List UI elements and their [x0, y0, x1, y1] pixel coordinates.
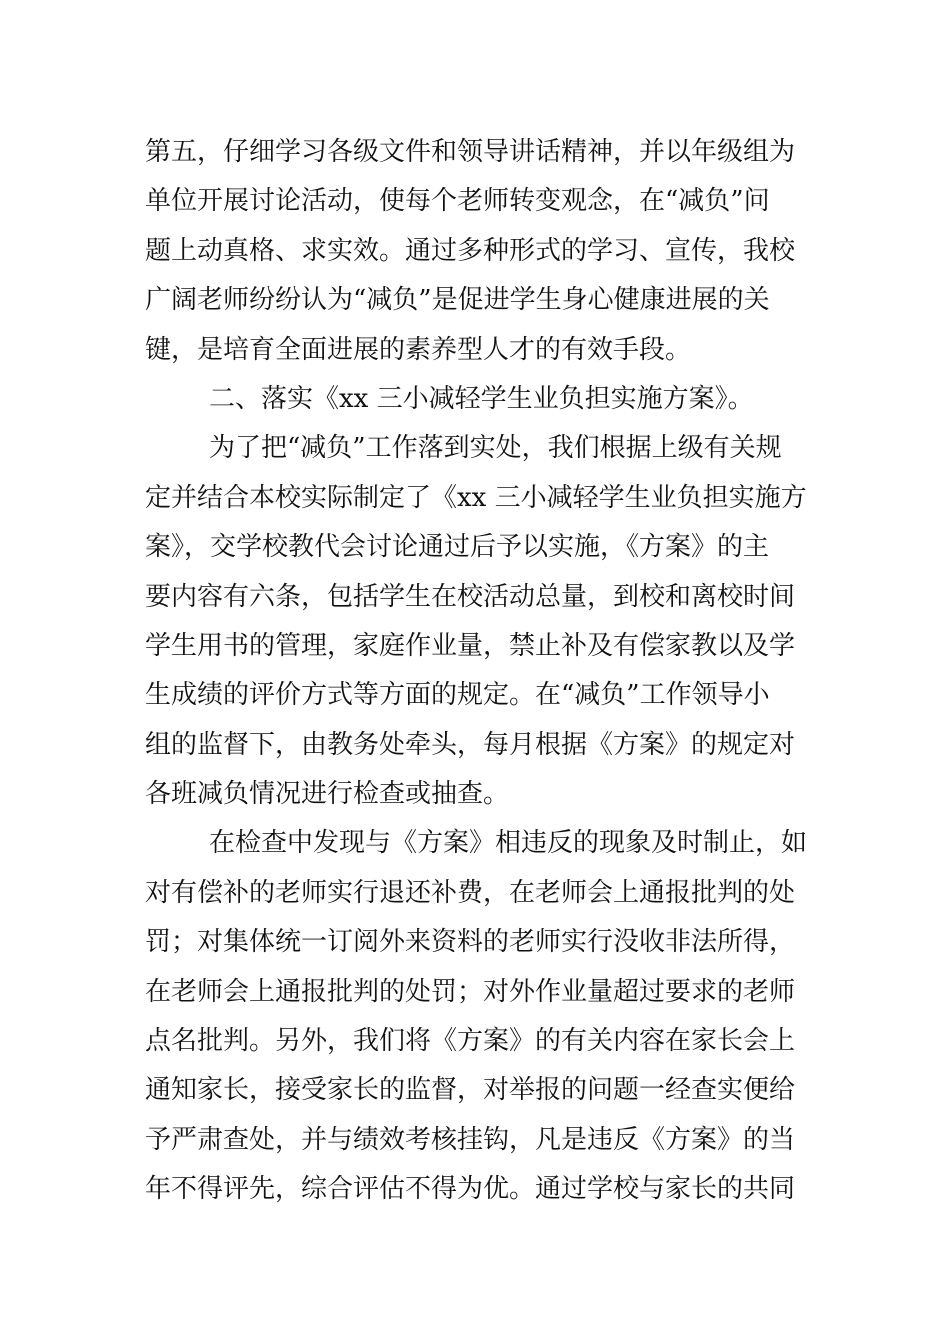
text-line: 单位开展讨论活动，使每个老师转变观念，在“减负”问	[145, 186, 770, 217]
text-line: 生成绩的评价方式等方面的规定。在“减负”工作领导小	[145, 680, 770, 711]
text-line: 年不得评先，综合评估不得为优。通过学校与家长的共同	[145, 1174, 796, 1205]
text-line: 要内容有六条，包括学生在校活动总量，到校和离校时间	[145, 581, 796, 612]
text-line: 定并结合本校实际制定了《xx 三小减轻学生业负担实施方	[145, 482, 807, 513]
text-line: 点名批判。另外，我们将《方案》的有关内容在家长会上	[145, 1026, 796, 1057]
text-line: 罚；对集体统一订阅外来资料的老师实行没收非法所得，	[145, 927, 796, 958]
text-line: 对有偿补的老师实行退还补费，在老师会上通报批判的处	[145, 877, 796, 908]
body-text	[145, 128, 807, 1215]
text-line: 为了把“减负”工作落到实处，我们根据上级有关规	[209, 433, 782, 464]
text-line: 予严肃查处，并与绩效考核挂钩，凡是违反《方案》的当	[145, 1124, 796, 1155]
text-line: 学生用书的管理，家庭作业量，禁止补及有偿家教以及学	[145, 630, 796, 661]
text-line: 题上动真格、求实效。通过多种形式的学习、宣传，我校	[145, 235, 796, 266]
text-line: 在老师会上通报批判的处罚；对外作业量超过要求的老师	[145, 976, 796, 1007]
text-line: 案》，交学校教代会讨论通过后予以实施，《方案》的主	[145, 532, 770, 563]
text-line: 组的监督下，由教务处牵头，每月根据《方案》的规定对	[145, 729, 796, 760]
text-line: 广阔老师纷纷认为“减负”是促进学生身心健康进展的关	[145, 285, 770, 316]
text-line: 通知家长，接受家长的监督，对举报的问题一经查实便给	[145, 1075, 796, 1106]
text-line: 各班减负情况进行检查或抽查。	[145, 779, 510, 810]
text-line: 第五，仔细学习各级文件和领导讲话精神，并以年级组为	[145, 137, 796, 167]
text-line: 在检查中发现与《方案》相违反的现象及时制止，如	[209, 828, 807, 859]
text-line: 键，是培育全面进展的素养型人才的有效手段。	[145, 334, 692, 365]
text-line: 二、落实《xx 三小减轻学生业负担实施方案》。	[209, 383, 754, 414]
